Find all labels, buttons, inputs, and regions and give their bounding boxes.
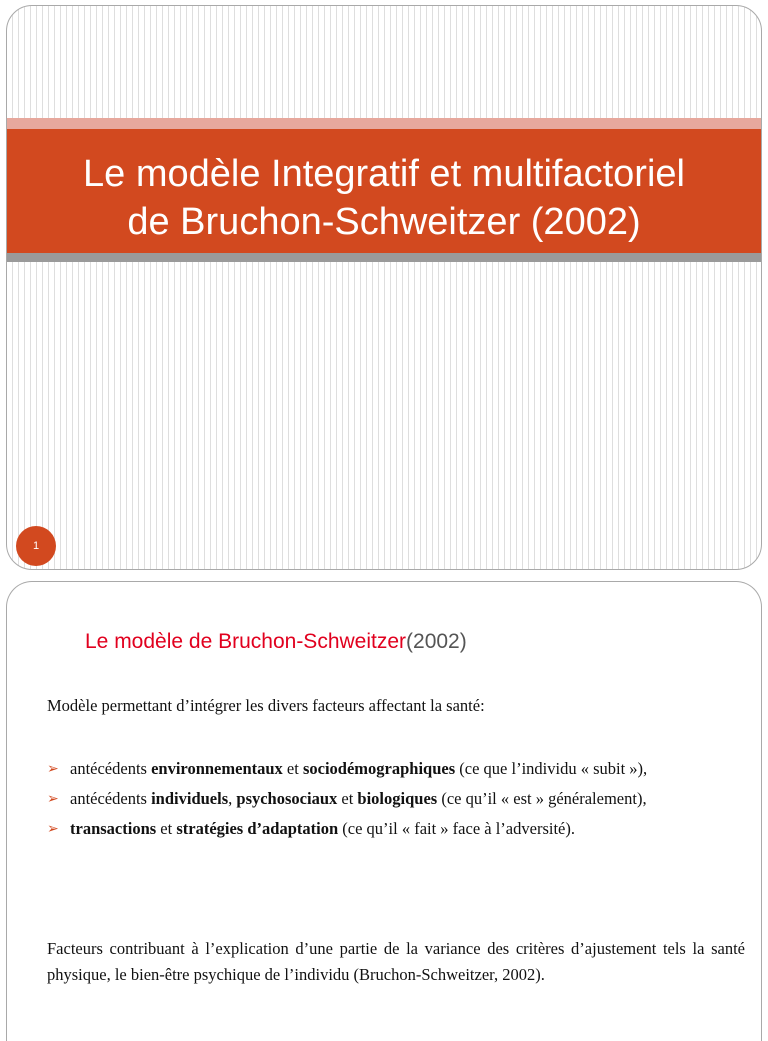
item-keyword: environnementaux [151,759,283,778]
factor-list [47,756,745,846]
intro-text: Modèle permettant d’intégrer les divers facteurs affectant la santé: [47,696,485,715]
item-text: (ce que l’individu « subit »), [455,759,648,778]
item-text: antécédents [70,759,152,778]
heading-year: (2002) [406,630,467,653]
item-keyword: biologiques [357,789,438,808]
item-keyword: sociodémographiques [302,759,456,778]
slide-2 [6,581,762,1041]
slide-1 [6,5,762,570]
list-item [47,756,745,782]
item-keyword: individuels [151,789,229,808]
slide-title-line-2: de Bruchon-Schweitzer (2002) [127,201,641,243]
closing-text: Facteurs contribuant à l’explication d’une partie de la variance des critères d’ajustement tels la santé physique, le bien-être psychique de l’individu (Bruchon-Schweitzer, 2002). [47,939,745,984]
item-keyword: transactions [70,819,157,838]
item-text: (ce qu’il « est » généralement), [437,789,647,808]
list-item [47,816,745,842]
item-text: et [337,789,358,808]
heading-main: Le modèle de Bruchon-Schweitzer [85,630,407,653]
list-item [47,786,745,812]
item-text: , [228,789,237,808]
item-keyword: stratégies d’adaptation [176,819,339,838]
slide-title [7,150,761,246]
item-text: (ce qu’il « fait » face à l’adversité). [338,819,575,838]
slide-title-line-1: Le modèle Integratif et multifactoriel [83,153,685,195]
item-text: antécédents [70,789,152,808]
item-keyword: psychosociaux [236,789,338,808]
title-accent-stripe [7,118,761,129]
item-text: et [156,819,177,838]
item-text: et [282,759,303,778]
title-bottom-stripe [7,253,761,262]
arrow-right-icon: ➢ [47,791,59,807]
slide-2-heading [85,630,467,654]
arrow-right-icon: ➢ [47,761,59,777]
arrow-right-icon: ➢ [47,821,59,837]
slide-number-badge: 1 [16,526,56,566]
